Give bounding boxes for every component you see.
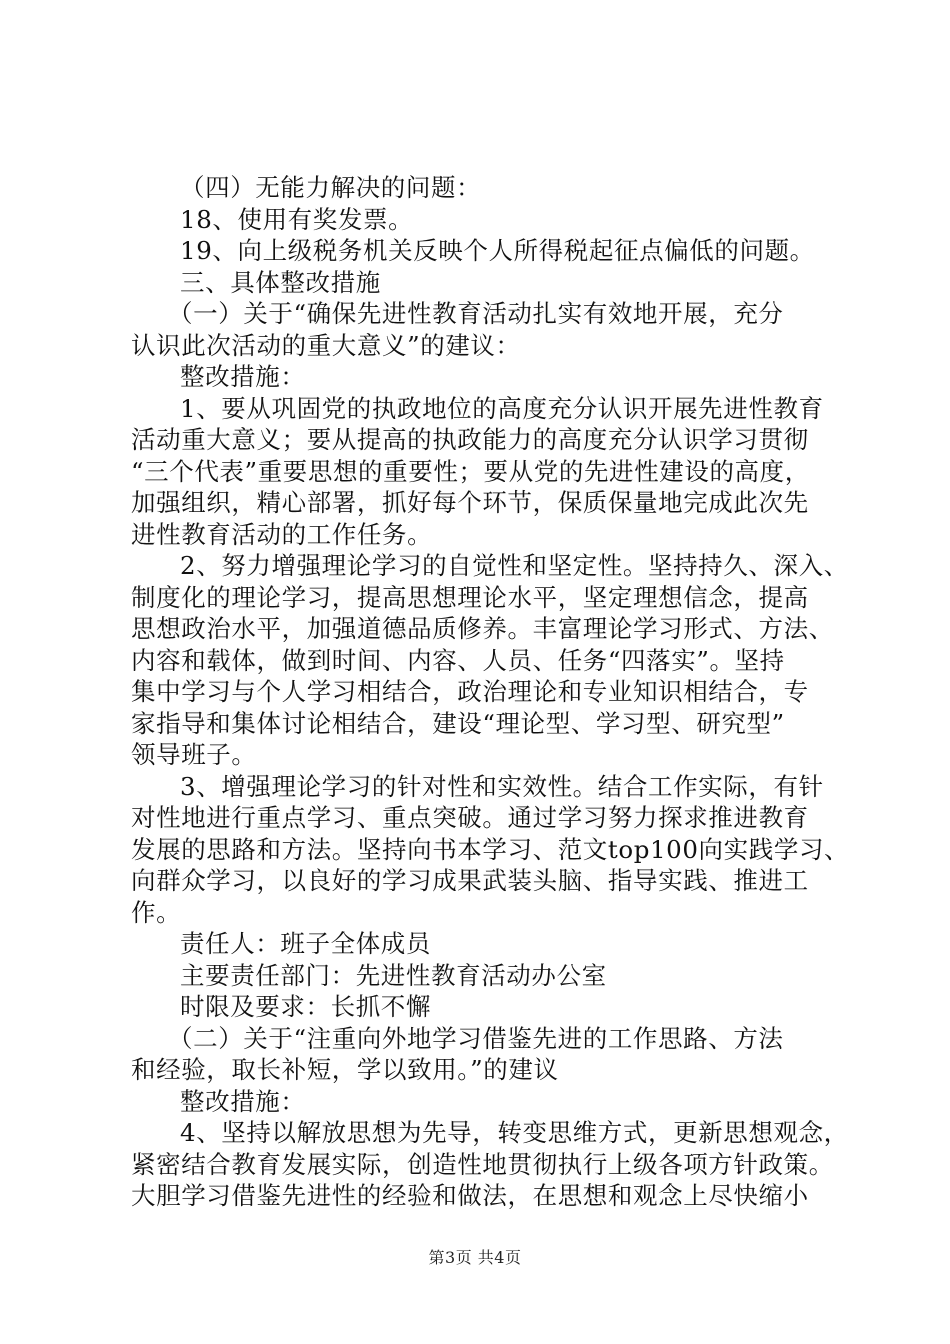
text-line: “三个代表”重要思想的重要性；要从党的先进性建设的高度， [131, 456, 810, 486]
text-line: 发展的思路和方法。坚持向书本学习、范文top100向实践学习、 [131, 834, 850, 864]
page-footer [0, 1245, 950, 1268]
responsible-person: 责任人：班子全体成员 [180, 929, 431, 958]
text-line: 大胆学习借鉴先进性的经验和做法，在思想和观念上尽快缩小 [131, 1181, 809, 1210]
text-line: 3、增强理论学习的针对性和实效性。结合工作实际，有针 [180, 771, 824, 801]
responsible-department: 主要责任部门：先进性教育活动办公室 [180, 960, 607, 990]
text-line: 2、努力增强理论学习的自觉性和坚定性。坚持持久、深入、 [180, 551, 849, 580]
text-line: 1、要从巩固党的执政地位的高度充分认识开展先进性教育 [180, 393, 824, 423]
text-line: 加强组织，精心部署，抓好每个环节，保质保量地完成此次先 [131, 488, 809, 517]
text-line: 思想政治水平，加强道德品质修养。丰富理论学习形式、方法、 [131, 614, 834, 643]
section-heading-four: （四）无能力解决的问题： [180, 173, 482, 202]
text-line: 进性教育活动的工作任务。 [131, 519, 433, 549]
text-line: 对性地进行重点学习、重点突破。通过学习努力探求推进教育 [131, 803, 809, 832]
text-line: 认识此次活动的重大意义”的建议： [131, 330, 521, 360]
subsection-heading-one: （一）关于“确保先进性教育活动扎实有效地开展，充分 [168, 299, 784, 328]
text-line: 4、坚持以解放思想为先导，转变思维方式，更新思想观念， [180, 1118, 849, 1147]
text-line: 集中学习与个人学习相结合，政治理论和专业知识相结合，专 [131, 677, 809, 706]
deadline-requirement: 时限及要求：长抓不懈 [180, 992, 431, 1021]
page-number: 第3页 共4页 [428, 1248, 522, 1267]
text-line: 内容和载体，做到时间、内容、人员、任务“四落实”。坚持 [131, 645, 785, 675]
document-body [131, 172, 850, 1212]
subsection-heading-two: （二）关于“注重向外地学习借鉴先进的工作思路、方法 [168, 1023, 784, 1053]
text-line: 活动重大意义；要从提高的执政能力的高度充分认识学习贯彻 [131, 425, 809, 454]
text-line: 作。 [131, 897, 182, 927]
text-line: 制度化的理论学习，提高思想理论水平，坚定理想信念，提高 [131, 582, 809, 612]
text-line: 19、向上级税务机关反映个人所得税起征点偏低的问题。 [180, 236, 815, 265]
measures-label: 整改措施： [180, 362, 306, 391]
text-line: 家指导和集体讨论相结合，建设“理论型、学习型、研究型” [131, 708, 785, 738]
section-heading-three: 三、具体整改措施 [180, 267, 381, 297]
text-line: 向群众学习，以良好的学习成果武装头脑、指导实践、推进工 [131, 866, 809, 895]
text-line: 紧密结合教育发展实际，创造性地贯彻执行上级各项方针政策。 [131, 1149, 834, 1179]
text-line: 18、使用有奖发票。 [180, 204, 414, 234]
measures-label: 整改措施： [180, 1086, 306, 1116]
text-line: 和经验，取长补短，学以致用。”的建议 [131, 1055, 559, 1084]
text-line: 领导班子。 [131, 740, 257, 769]
